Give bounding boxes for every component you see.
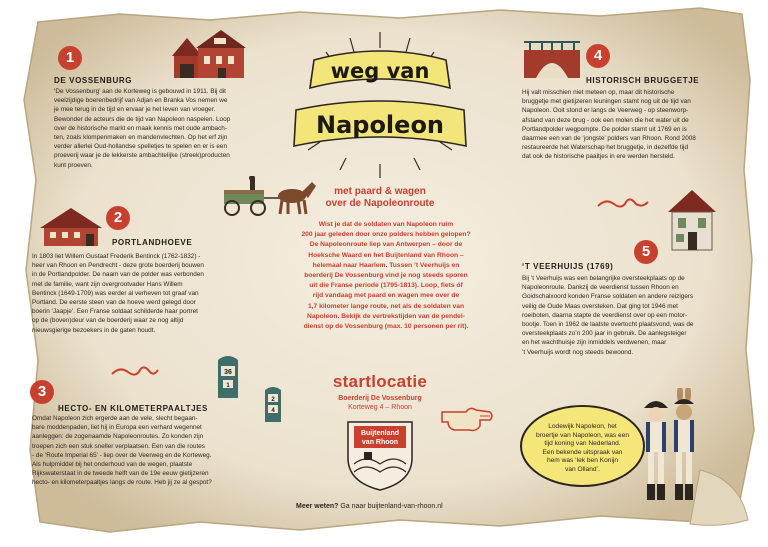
decorative-squiggle-right (596, 196, 650, 212)
section-4-line: restaureerde het Waterschap het bruggetje, in dezelfde tijd (522, 144, 689, 152)
start-location-address: Korteweg 4 – Rhoon (348, 404, 412, 411)
section-3-line: Als hulpmiddel bij het onderhoud van de wegen, plaatste (32, 461, 193, 469)
section-2-title: PORTLANDHOEVE (112, 238, 193, 247)
intro-text (272, 220, 500, 332)
section-4-line: dat ook de historische paaltjes in ere werden hersteld. (522, 153, 675, 161)
section-2-line: nieuwsgierige bezoekers in de gaten houdt. (32, 326, 156, 334)
section-3-number-badge: 3 (30, 380, 54, 404)
farmhouse-vossenburg-illustration (170, 28, 248, 80)
section-4-number-badge: 4 (586, 44, 610, 68)
speech-bubble-line: tijd koning van Nederland. (544, 440, 621, 448)
section-5-line: Goidschalxoord konden Franse soldaten en andere reizigers (522, 293, 694, 301)
pointing-hand-icon (440, 402, 496, 436)
decorative-squiggle-left (110, 364, 160, 380)
section-2-text (32, 252, 282, 335)
section-5-line: ’t Veerhuijs wordt nog steeds bewoond. (522, 348, 634, 356)
section-2-line: Portland. De eerste steen van de hoeve werd gelegd door (32, 299, 196, 307)
section-4-line: bruggetje met gietijzeren leuningen stamt nog uit de tijd van (522, 98, 691, 106)
napoleon-and-rabbit-characters (636, 388, 702, 506)
intro-body-line: De Napoleonroute liep van Antwerpen – door de (309, 241, 463, 249)
section-5-line: bootje. Toen in 1962 de laatste overtocht plaatsvond, was de (522, 321, 694, 329)
section-2-line: Bentinck (1649-1709) was eerder al verheven tot graaf van (32, 289, 199, 297)
section-2-line: In 1803 liet Willem Gustaaf Frederik Bentinck (1762-1832) - (32, 253, 201, 260)
section-1-line: kunt proeven. (54, 161, 93, 169)
section-3-line: aanleggen: de zogenaamde Napoleonroutes. Zo konden zijn (32, 433, 204, 441)
logo-line-1: Buijtenland (360, 430, 400, 437)
start-location-title: startlocatie (332, 372, 428, 391)
section-1-line: proeverij waar je de lekkerste ambachtelijke (streek)producten (54, 152, 230, 160)
section-3-line: - de ‘Route Imperial 65’ - liep over de Veerweg en de Korteweg. (32, 451, 212, 459)
section-3-line: bare moddenpaden, liet hij in Europa een verhard wegennet (32, 424, 202, 432)
section-5-line: oversteekplaats zo’n 200 jaar in gebruik. De aanlegsteiger (522, 330, 687, 338)
speech-bubble (520, 405, 645, 487)
intro-body-line: uit die Franse periode (1795-1813). Loop, fiets óf (309, 282, 463, 290)
historic-bridge-illustration (522, 34, 582, 80)
section-2-line: boerin ‘Jaapje’. Een Franse soldaat schilderde haar portret (32, 308, 198, 316)
section-1-line: ten, zoals klompenmaken en mandenvlechten. Op het erf zijn (54, 134, 228, 142)
kilometer-post-subnumber: 1 (226, 383, 230, 389)
section-5-line: en het wachthuisje zijn inmiddels verdwenen, maar (522, 339, 667, 347)
section-4-text (522, 88, 754, 162)
intro-body-line: dienst op de Vossenburg (max. 10 personen per rit). (303, 323, 469, 331)
section-2-line: in de Portlandpolder. De naam van de polder was verbonden (32, 271, 204, 279)
section-4-line: afstand van deze brug - ook een molen die het water uit de (522, 116, 689, 124)
section-3-line: troepen zich een stuk sneller verplaatsen. Een van die routes (32, 442, 206, 450)
section-5-line: Napoleonroute. Dankzij de veerdienst tussen Rhoon en (522, 284, 679, 292)
intro-body-line: 1,7 kilometer lange route, net als de soldaten van (307, 302, 465, 310)
speech-bubble-line: Een bekende uitspraak van (542, 448, 623, 456)
speech-bubble-line: van Olland’. (565, 465, 600, 473)
route-subtitle-line-1: met paard & wagen (334, 186, 426, 197)
kilometer-post-illustration (214, 352, 242, 400)
footer-more-info-label: Meer weten? (296, 503, 339, 510)
logo-line-2: van Rhoon (361, 439, 399, 446)
section-2-number-badge: 2 (106, 206, 130, 230)
section-3-text (32, 414, 292, 488)
section-5-line: Bij ’t Veerhuijs was een belangrijke oversteekplaats op de (522, 275, 685, 282)
section-5-title: ‘T VEERHUIJS (1769) (522, 262, 614, 271)
section-4-line: Hij valt misschien niet meteen op, maar dit historische (522, 89, 675, 96)
section-1-line: ‘De Vossenburg’ aan de Korteweg is gebouwd in 1911. Bij dit (54, 88, 226, 95)
section-1-line: over de historische markt en maak kennis met oude ambach- (54, 124, 227, 132)
veerhuijs-illustration (664, 188, 720, 252)
route-subtitle (290, 186, 470, 210)
section-2-line: heer van Rhoon en Pendrecht - deze grote boerderij bouwen (32, 262, 204, 270)
intro-body-line: Napoleon. Bekijk de vertrekstijden van de pendel- (307, 312, 465, 320)
intro-question-line: 200 jaar geleden door onze polders hebben gelopen? (301, 231, 471, 239)
speech-bubble-line: hem was ‘lek ben Konijn (546, 457, 619, 465)
intro-body-line: boerderij De Vossenburg vind je nog steeds sporen (304, 272, 468, 280)
section-5-text (522, 274, 754, 357)
intro-body-line: helemaal naar Haarlem. Tussen ’t Veerhuijs en (312, 261, 460, 269)
section-3-title: HECTO- EN KILOMETERPAALTJES (58, 404, 208, 413)
section-1-number-badge: 1 (58, 46, 82, 70)
section-1-line: je mee terug in de tijd en ervaar je het leven van vroeger. (54, 106, 216, 114)
route-subtitle-line-2: over de Napoleonroute (325, 198, 435, 209)
section-1-title: DE VOSSENBURG (54, 76, 133, 85)
section-1-line: veelzijdige boerenbedrijf van Adjan en Branka Vos nemen we (54, 97, 228, 105)
hectometer-post-number: 2 (271, 397, 275, 403)
section-3-line: Rijkswaterstaat in de tweede helft van de 19e eeuw gietijzeren (32, 470, 209, 478)
buijtenland-logo (340, 418, 420, 492)
section-3-line: hecto- en kilometerpaaltjes langs de route. Heb jij ze al gespot? (32, 479, 212, 487)
section-5-line: roeiboten, daarna stapte de veerdienst over op een motor- (522, 311, 688, 319)
section-2-line: met de familie, want zijn overgrootvader Hans Willem (32, 280, 183, 288)
section-1-line: Bewonder de acteurs die de tijd van Napoleon naspelen. Loop (54, 115, 231, 123)
section-4-title: HISTORISCH BRUGGETJE (586, 76, 700, 85)
section-5-number-badge: 5 (634, 240, 658, 264)
section-5-line: veilig de Oude Maas oversteken. Dat ging tot 1946 met (522, 302, 678, 310)
section-1-text (54, 87, 294, 170)
intro-body-line: Hoeksche Waard en het Buijtenland van Rhoon – (308, 251, 464, 259)
title-banner (290, 30, 470, 180)
footer-more-info[interactable] (296, 503, 443, 510)
section-4-line: Portlandpolder wegpompte. De polder stamt uit 1769 en is (522, 125, 687, 133)
banner-line-2: Napoleon (315, 111, 445, 139)
speech-bubble-line: Lodewijk Napoleon, het (548, 423, 617, 430)
hectometer-post-subnumber: 4 (271, 408, 275, 414)
start-location-place: Boerderij De Vossenburg (338, 395, 422, 402)
section-4-line: daarmee een van de ‘jongste’ polders van Rhoon. Rond 2008 (522, 135, 696, 143)
footer-link-text[interactable]: Ga naar buijtenland-van-rhoon.nl (338, 503, 443, 510)
banner-line-1: weg van (330, 59, 430, 83)
portlandhoeve-illustration (38, 206, 104, 246)
intro-body-line: rijd vandaag met paard en wagen mee over de (312, 292, 460, 300)
section-1-line: verder allerlei Oud-hollandse spelletjes te spelen en er is een (54, 143, 228, 151)
speech-bubble-line: broertje van Napoleon, was een (535, 431, 630, 439)
intro-question-line: Wist je dat de soldaten van Napoleon ruim (318, 221, 454, 228)
kilometer-post-number: 36 (224, 369, 232, 376)
section-2-line: op de (boven)deur van de boerderij waar ze nog altijd (32, 317, 184, 325)
section-4-line: Napoleon. Ooit stond er langs de Veerweg - op steenworp- (522, 107, 689, 115)
section-3-line: Omdat Napoleon zich ergerde aan de vele, slecht begaan- (32, 415, 198, 422)
